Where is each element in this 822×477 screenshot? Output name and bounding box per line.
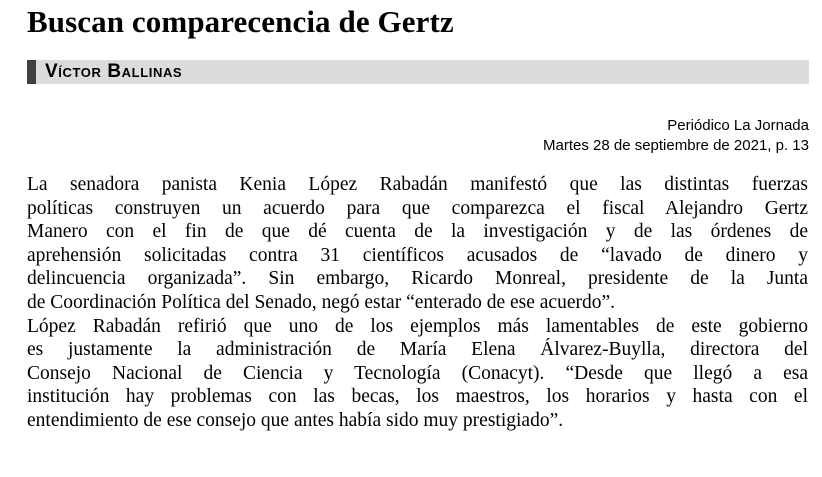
body-line: institución hay problemas con las becas, los maestros, los horarios y hasta con el (27, 386, 808, 408)
source-info (543, 116, 809, 156)
body-line: entendimiento de ese consejo que antes había sido muy prestigiado”. (27, 409, 564, 431)
body-line: Manero con el fin de que dé cuenta de la investigación y de las órdenes de (27, 221, 808, 243)
body-line: de Coordinación Política del Senado, negó estar “enterado de ese acuerdo”. (27, 291, 616, 313)
article-headline: Buscan comparecencia de Gertz (27, 4, 454, 39)
author-name: Víctor Ballinas (45, 61, 183, 82)
body-line: es justamente la administración de María Elena Álvarez-Buylla, directora del (27, 339, 808, 361)
body-line: aprehensión solicitadas contra 31 científicos acusados de “lavado de dinero y (27, 244, 808, 266)
body-line: López Rabadán refirió que uno de los ejemplos más lamentables de este gobierno (27, 315, 808, 337)
article-body (27, 173, 808, 433)
byline-marker (27, 60, 36, 84)
body-line: La senadora panista Kenia López Rabadán manifestó que las distintas fuerzas (27, 174, 808, 195)
body-line: políticas construyen un acuerdo para que comparezca el fiscal Alejandro Gertz (27, 197, 808, 219)
byline-bar (27, 60, 809, 84)
publication-name: Periódico La Jornada (667, 117, 809, 134)
publication-date-page: Martes 28 de septiembre de 2021, p. 13 (542, 137, 809, 154)
body-line: delincuencia organizada”. Sin embargo, Ricardo Monreal, presidente de la Junta (27, 268, 808, 290)
body-line: Consejo Nacional de Ciencia y Tecnología (Conacyt). “Desde que llegó a esa (27, 362, 808, 384)
